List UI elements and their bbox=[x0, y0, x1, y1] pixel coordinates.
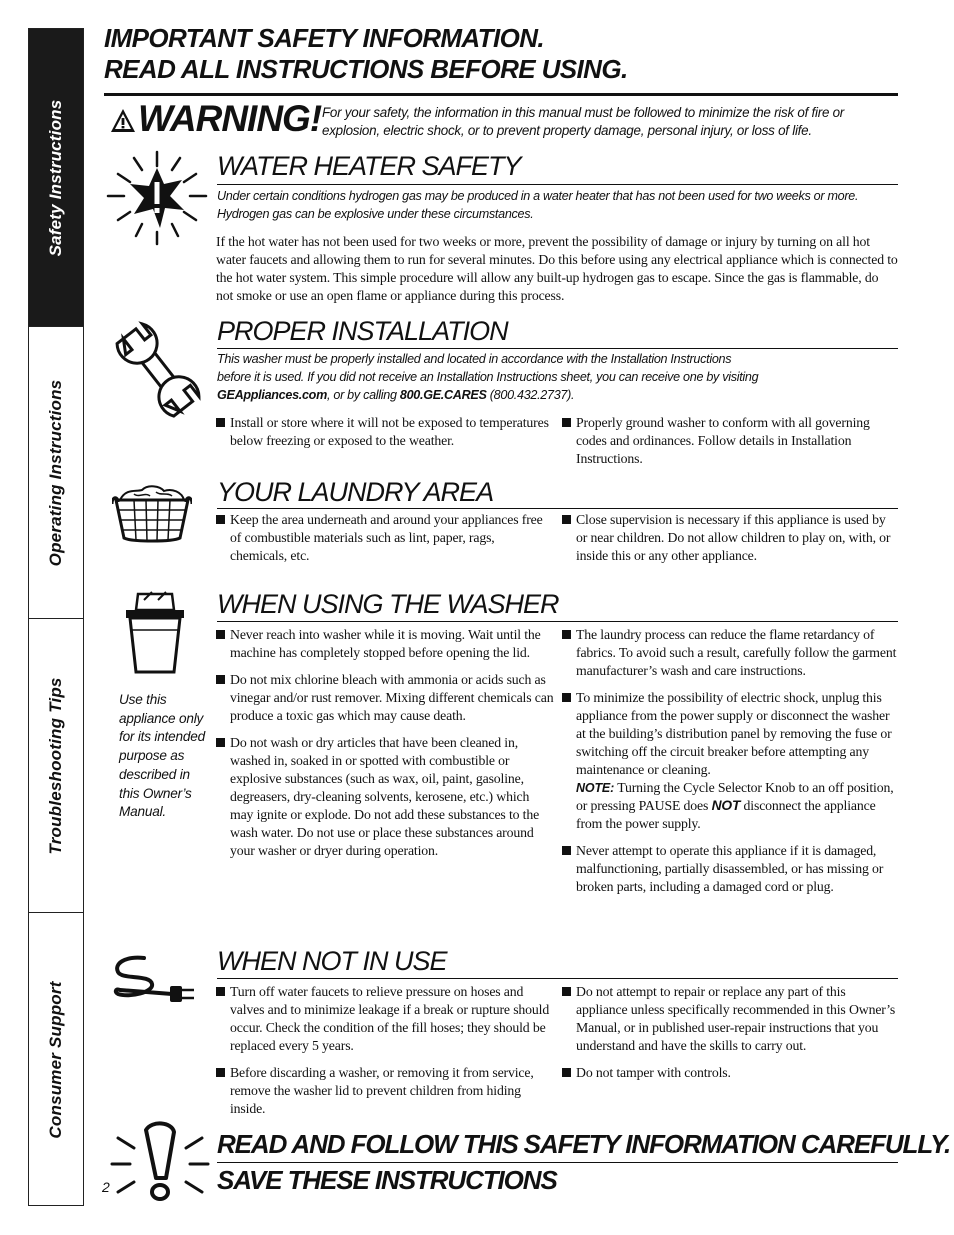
water-heater-body: If the hot water has not been used for two weeks or more, prevent the possibility of damage or injury by turning on all hot water faucets and allowing them to run for several minutes. Do this before using any electrical appliance which is connected to the hot water system. This simple procedure will allow any built-up hydrogen gas to escape. Since the gas is flammable, do not smoke or use an open flame or appliance during this process. bbox=[216, 234, 898, 303]
laundry-basket-icon bbox=[112, 482, 192, 544]
list-item: Before discarding a washer, or removing it from service, remove the washer lid to prevent children from hiding inside. bbox=[216, 1064, 554, 1118]
laundry-left-column bbox=[216, 511, 554, 573]
electric-shock-text: To minimize the possibility of electric shock, unplug this appliance from the power supply or disconnect the washer at the building’s distribution panel by removing the fuse or switching off the circuit breaker before attempting any maintenance or cleaning. bbox=[576, 690, 892, 777]
section-title-laundry: YOUR LAUNDRY AREA bbox=[217, 477, 494, 507]
warning-text: For your safety, the information in this manual must be followed to minimize the risk of fire or explosion, electric shock, or to prevent property damage, personal injury, or loss of life. bbox=[322, 105, 845, 138]
ge-phone-name: 800.GE.CARES bbox=[399, 388, 487, 402]
power-cord-icon bbox=[110, 954, 198, 1004]
section-title-installation: PROPER INSTALLATION bbox=[217, 316, 508, 346]
tab-label: Troubleshooting Tips bbox=[46, 676, 65, 855]
not-in-use-right-column bbox=[562, 983, 900, 1090]
list-item: Never attempt to operate this appliance if it is damaged, malfunctioning, partially disassembled, or has missing or broken parts, including a damaged cord or plug. bbox=[562, 842, 900, 896]
note-label: NOTE: bbox=[576, 781, 615, 795]
using-left-column bbox=[216, 626, 554, 868]
list-item: Turn off water faucets to relieve pressure on hoses and valves and to minimize leakage if a break or rupture should occur. Check the condition of the fill hoses; they should be replaced every 5 years. bbox=[216, 983, 554, 1055]
tab-label: Consumer Support bbox=[46, 981, 65, 1139]
page-title-line2: READ ALL INSTRUCTIONS BEFORE USING. bbox=[104, 54, 628, 84]
title-divider bbox=[104, 93, 898, 96]
list-item: Keep the area underneath and around your appliances free of combustible materials such as lint, paper, rags, chemicals, etc. bbox=[216, 511, 554, 565]
list-item: The laundry process can reduce the flame retardancy of fabrics. To avoid such a result, carefully follow the garment manufacturer’s wash and care instructions. bbox=[562, 626, 900, 680]
list-item: Never reach into washer while it is moving. Wait until the machine has completely stopped before opening the lid. bbox=[216, 626, 554, 662]
footer-save-instructions: SAVE THESE INSTRUCTIONS bbox=[217, 1165, 557, 1195]
installation-left-column bbox=[216, 414, 554, 458]
tab-consumer-support[interactable] bbox=[29, 913, 83, 1207]
section-divider bbox=[217, 621, 898, 622]
tab-label: Safety Instructions bbox=[46, 99, 65, 256]
warning-heading: WARNING! bbox=[138, 98, 322, 139]
note-text: Turning the Cycle Selector Knob to an off position, or pressing PAUSE does bbox=[576, 780, 894, 813]
page-title-line1: IMPORTANT SAFETY INFORMATION. bbox=[104, 23, 544, 53]
footer-read-follow: READ AND FOLLOW THIS SAFETY INFORMATION CAREFULLY. bbox=[217, 1129, 951, 1159]
list-item: Install or store where it will not be exposed to temperatures below freezing or exposed to the weather. bbox=[216, 414, 554, 450]
installation-intro-line2: before it is used. If you did not receive an Installation Instructions sheet, you can receive one by visiting bbox=[217, 370, 759, 384]
installation-intro-call: , or by calling bbox=[326, 388, 400, 402]
list-item: Do not attempt to repair or replace any part of this appliance unless specifically recommended in this Owner’s Manual, or in published user-repair instructions that you understand and have the skills to carry out. bbox=[562, 983, 900, 1055]
installation-intro bbox=[217, 350, 897, 404]
laundry-right-column bbox=[562, 511, 900, 573]
alert-exclamation-icon bbox=[108, 1118, 212, 1206]
list-item: Close supervision is necessary if this appliance is used by or near children. Do not allow children to play on, with, or inside this or any other appliance. bbox=[562, 511, 900, 565]
electric-shock-item bbox=[562, 689, 900, 833]
installation-intro-line1: This washer must be properly installed and located in accordance with the Installation Instructions bbox=[217, 352, 732, 366]
page-number: 2 bbox=[102, 1179, 110, 1195]
tab-label: Operating Instructions bbox=[46, 379, 65, 566]
list-item: Do not mix chlorine bleach with ammonia or acids such as vinegar and/or rust remover. Mixing different chemicals can produce a toxic gas which may cause death. bbox=[216, 671, 554, 725]
section-title-using-washer: WHEN USING THE WASHER bbox=[217, 589, 559, 619]
section-title-water-heater: WATER HEATER SAFETY bbox=[217, 151, 521, 181]
explosion-icon bbox=[104, 148, 210, 248]
section-divider bbox=[217, 978, 898, 979]
tab-operating-instructions[interactable] bbox=[29, 327, 83, 619]
list-item: Properly ground washer to conform with all governing codes and ordinances. Follow details in Installation Instructions. bbox=[562, 414, 900, 468]
water-heater-intro: Under certain conditions hydrogen gas may be produced in a water heater that has not been used for two weeks or more. Hydrogen gas can be explosive under these circumstances. bbox=[217, 189, 859, 221]
sidebar-tabs bbox=[28, 28, 84, 1206]
page-title bbox=[104, 23, 894, 85]
using-right-column bbox=[562, 626, 900, 904]
list-item: Do not tamper with controls. bbox=[562, 1064, 900, 1082]
footer-divider bbox=[217, 1162, 898, 1163]
tab-troubleshooting-tips[interactable] bbox=[29, 619, 83, 913]
section-divider bbox=[217, 508, 898, 509]
section-divider bbox=[217, 184, 898, 185]
list-item: Do not wash or dry articles that have been cleaned in, washed in, soaked in or spotted with combustible or explosive substances (such as wax, oil, paint, gasoline, degreasers, dry-cleaning solvents, kerosene, etc.) which may ignite or explode. Do not add these substances to the wash water. Do not use or place these substances around your washer or dryer during operation. bbox=[216, 734, 554, 860]
warning-triangle-icon bbox=[110, 108, 136, 134]
section-title-not-in-use: WHEN NOT IN USE bbox=[217, 946, 447, 976]
intended-use-note: Use this appliance only for its intended purpose as described in this Owner’s Manual. bbox=[119, 692, 205, 820]
note-text-end: disconnect the appliance from the power supply. bbox=[576, 798, 876, 831]
note-emphasis: NOT bbox=[711, 798, 741, 813]
ge-website-link[interactable]: GEAppliances.com bbox=[217, 388, 327, 402]
not-in-use-left-column bbox=[216, 983, 554, 1126]
tab-safety-instructions[interactable] bbox=[29, 29, 83, 327]
wrench-icon bbox=[112, 318, 204, 422]
washer-icon bbox=[122, 590, 188, 676]
section-divider bbox=[217, 348, 898, 349]
installation-right-column bbox=[562, 414, 900, 476]
ge-phone-number: (800.432.2737). bbox=[486, 388, 575, 402]
